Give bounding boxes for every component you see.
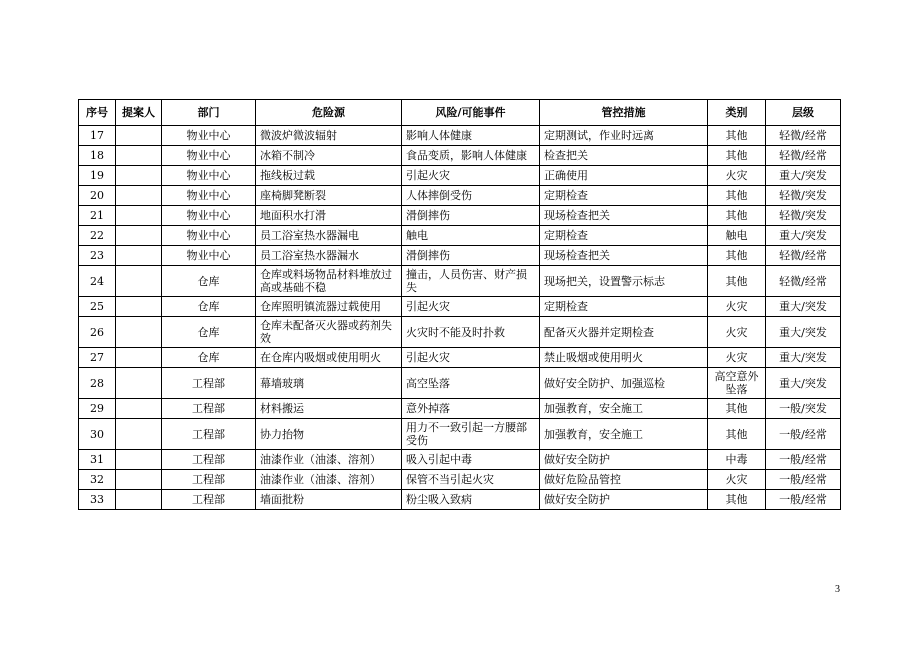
table-row [79,450,841,470]
cell-proposer [116,266,162,297]
cell-level: 轻微/突发 [766,206,841,226]
cell-department: 工程部 [162,399,256,419]
cell-control-measure: 做好安全防护 [540,450,708,470]
cell-level: 轻微/经常 [766,126,841,146]
cell-category: 其他 [708,146,766,166]
table-row [79,266,841,297]
cell-category: 触电 [708,226,766,246]
cell-risk-event: 保管不当引起火灾 [402,470,540,490]
cell-proposer [116,348,162,368]
cell-department: 工程部 [162,450,256,470]
cell-level: 一般/经常 [766,450,841,470]
header-no: 序号 [79,100,116,126]
cell-no: 26 [79,317,116,348]
cell-no: 17 [79,126,116,146]
header-proposer: 提案人 [116,100,162,126]
table-row [79,490,841,510]
cell-control-measure: 加强教育，安全施工 [540,399,708,419]
table-row [79,126,841,146]
table-row [79,368,841,399]
cell-risk-event: 食品变质，影响人体健康 [402,146,540,166]
cell-level: 一般/经常 [766,490,841,510]
cell-level: 轻微/经常 [766,146,841,166]
cell-proposer [116,126,162,146]
cell-no: 25 [79,297,116,317]
cell-control-measure: 定期检查 [540,226,708,246]
cell-risk-event: 撞击，人员伤害、财产损失 [402,266,540,297]
cell-hazard: 幕墙玻璃 [256,368,402,399]
header-risk-event: 风险/可能事件 [402,100,540,126]
cell-category: 火灾 [708,166,766,186]
cell-risk-event: 火灾时不能及时扑救 [402,317,540,348]
cell-level: 重大/突发 [766,368,841,399]
table-header [79,100,841,126]
cell-risk-event: 引起火灾 [402,348,540,368]
cell-risk-event: 引起火灾 [402,297,540,317]
cell-level: 一般/经常 [766,470,841,490]
header-level: 层级 [766,100,841,126]
cell-control-measure: 做好安全防护、加强巡检 [540,368,708,399]
cell-hazard: 材料搬运 [256,399,402,419]
cell-category: 中毒 [708,450,766,470]
cell-control-measure: 检查把关 [540,146,708,166]
header-department: 部门 [162,100,256,126]
cell-no: 18 [79,146,116,166]
header-category: 类别 [708,100,766,126]
cell-category: 高空意外坠落 [708,368,766,399]
cell-hazard: 员工浴室热水器漏水 [256,246,402,266]
cell-no: 20 [79,186,116,206]
cell-category: 火灾 [708,348,766,368]
cell-department: 物业中心 [162,146,256,166]
cell-level: 轻微/经常 [766,266,841,297]
cell-hazard: 冰箱不制冷 [256,146,402,166]
cell-risk-event: 滑倒摔伤 [402,206,540,226]
cell-level: 重大/突发 [766,297,841,317]
cell-hazard: 油漆作业（油漆、溶剂） [256,470,402,490]
cell-control-measure: 定期检查 [540,186,708,206]
cell-proposer [116,368,162,399]
cell-no: 30 [79,419,116,450]
cell-hazard: 仓库未配备灭火器或药剂失效 [256,317,402,348]
cell-risk-event: 用力不一致引起一方腰部受伤 [402,419,540,450]
cell-level: 重大/突发 [766,317,841,348]
cell-control-measure: 定期检查 [540,297,708,317]
cell-proposer [116,297,162,317]
cell-department: 仓库 [162,266,256,297]
cell-proposer [116,146,162,166]
cell-level: 一般/突发 [766,399,841,419]
cell-hazard: 仓库照明镇流器过载使用 [256,297,402,317]
cell-department: 物业中心 [162,186,256,206]
table-row [79,419,841,450]
cell-proposer [116,186,162,206]
cell-proposer [116,490,162,510]
cell-level: 重大/突发 [766,166,841,186]
cell-department: 物业中心 [162,226,256,246]
cell-proposer [116,399,162,419]
cell-department: 物业中心 [162,166,256,186]
cell-hazard: 拖线板过载 [256,166,402,186]
cell-category: 火灾 [708,297,766,317]
cell-category: 其他 [708,126,766,146]
cell-department: 物业中心 [162,246,256,266]
cell-level: 轻微/经常 [766,246,841,266]
cell-risk-event: 人体摔倒受伤 [402,186,540,206]
cell-proposer [116,246,162,266]
cell-risk-event: 粉尘吸入致病 [402,490,540,510]
cell-no: 32 [79,470,116,490]
table-row [79,297,841,317]
cell-category: 其他 [708,490,766,510]
header-hazard: 危险源 [256,100,402,126]
cell-no: 27 [79,348,116,368]
cell-risk-event: 吸入引起中毒 [402,450,540,470]
cell-hazard: 仓库或料场物品材料堆放过高或基础不稳 [256,266,402,297]
cell-category: 火灾 [708,470,766,490]
cell-no: 22 [79,226,116,246]
cell-control-measure: 加强教育，安全施工 [540,419,708,450]
cell-hazard: 协力抬物 [256,419,402,450]
cell-department: 工程部 [162,419,256,450]
cell-no: 19 [79,166,116,186]
cell-control-measure: 配备灭火器并定期检查 [540,317,708,348]
table-row [79,146,841,166]
cell-level: 一般/经常 [766,419,841,450]
cell-risk-event: 引起火灾 [402,166,540,186]
cell-no: 23 [79,246,116,266]
cell-control-measure: 现场检查把关 [540,246,708,266]
cell-department: 仓库 [162,317,256,348]
cell-no: 29 [79,399,116,419]
cell-control-measure: 禁止吸烟或使用明火 [540,348,708,368]
cell-category: 其他 [708,206,766,226]
cell-department: 仓库 [162,348,256,368]
table-row [79,317,841,348]
table-row [79,246,841,266]
cell-control-measure: 做好危险品管控 [540,470,708,490]
cell-level: 重大/突发 [766,348,841,368]
cell-department: 物业中心 [162,206,256,226]
cell-proposer [116,450,162,470]
header-row [79,100,841,126]
cell-category: 其他 [708,419,766,450]
cell-category: 其他 [708,246,766,266]
table-row [79,470,841,490]
cell-risk-event: 触电 [402,226,540,246]
cell-risk-event: 滑倒摔伤 [402,246,540,266]
cell-category: 火灾 [708,317,766,348]
cell-proposer [116,166,162,186]
cell-risk-event: 影响人体健康 [402,126,540,146]
cell-department: 仓库 [162,297,256,317]
page-number: 3 [835,584,840,595]
cell-category: 其他 [708,266,766,297]
cell-proposer [116,317,162,348]
cell-risk-event: 意外掉落 [402,399,540,419]
cell-proposer [116,470,162,490]
cell-category: 其他 [708,399,766,419]
cell-hazard: 微波炉微波辐射 [256,126,402,146]
cell-level: 重大/突发 [766,226,841,246]
cell-control-measure: 现场检查把关 [540,206,708,226]
table-row [79,206,841,226]
table-row [79,226,841,246]
cell-proposer [116,206,162,226]
cell-hazard: 地面积水打滑 [256,206,402,226]
cell-no: 28 [79,368,116,399]
cell-control-measure: 现场把关，设置警示标志 [540,266,708,297]
cell-proposer [116,419,162,450]
cell-hazard: 油漆作业（油漆、溶剂） [256,450,402,470]
cell-no: 33 [79,490,116,510]
table-row [79,166,841,186]
cell-no: 31 [79,450,116,470]
cell-hazard: 员工浴室热水器漏电 [256,226,402,246]
cell-level: 轻微/突发 [766,186,841,206]
table-row [79,348,841,368]
cell-control-measure: 定期测试，作业时远离 [540,126,708,146]
cell-control-measure: 正确使用 [540,166,708,186]
cell-hazard: 墙面批粉 [256,490,402,510]
table-row [79,399,841,419]
cell-department: 工程部 [162,470,256,490]
cell-department: 工程部 [162,490,256,510]
cell-no: 24 [79,266,116,297]
cell-department: 工程部 [162,368,256,399]
table-row [79,186,841,206]
cell-hazard: 座椅脚凳断裂 [256,186,402,206]
risk-table [78,99,841,510]
cell-department: 物业中心 [162,126,256,146]
cell-category: 其他 [708,186,766,206]
header-control-measure: 管控措施 [540,100,708,126]
cell-hazard: 在仓库内吸烟或使用明火 [256,348,402,368]
cell-proposer [116,226,162,246]
table-body [79,126,841,510]
cell-no: 21 [79,206,116,226]
cell-risk-event: 高空坠落 [402,368,540,399]
cell-control-measure: 做好安全防护 [540,490,708,510]
